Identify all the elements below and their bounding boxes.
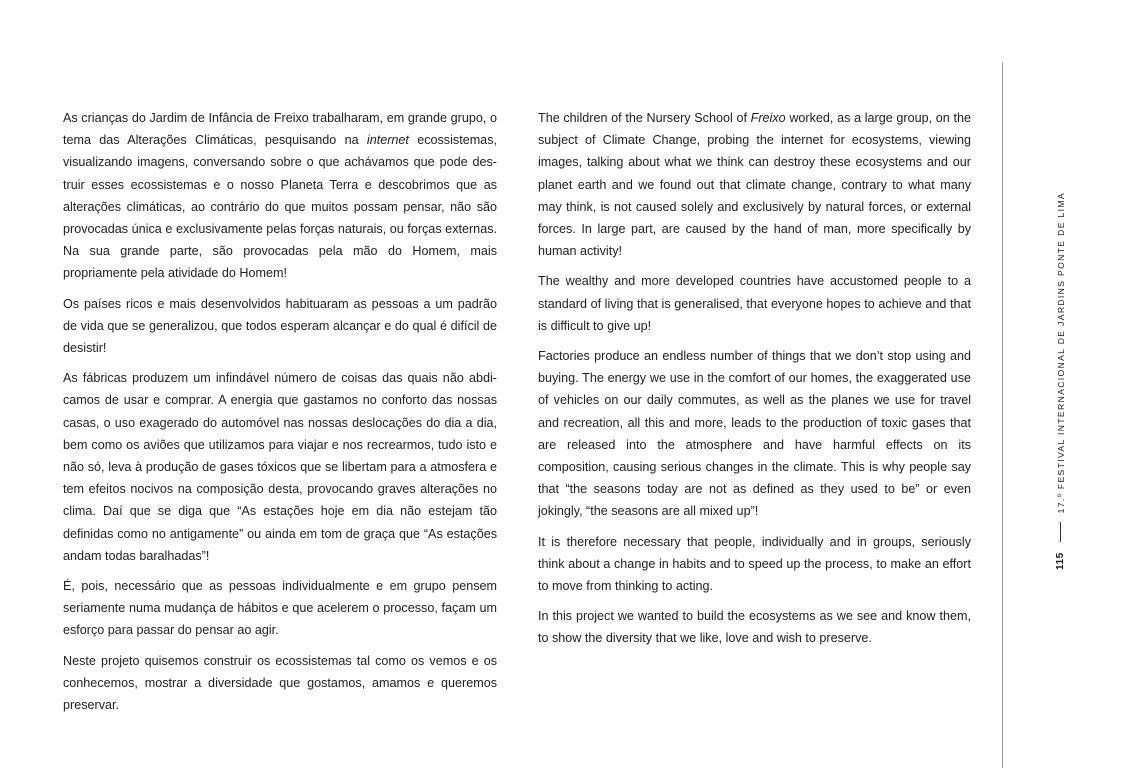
paragraph: In this project we wanted to build the ecosystems as we see and know them, to show the diversity that we like, love and wish to preserve. [538,609,971,646]
vertical-divider [1002,62,1003,768]
paragraph: Factories produce an endless number of things that we don’t stop using and buying. The energy we use in the comfort of our homes, the exaggerated use of vehicles on our daily commutes, as well as the planes we use for travel and recreation, all this and more, leads to the production of toxic gases that are released into the atmosphere and have harmful effects on its composition, causing serious changes in the climate. This is why people say that “the seasons today are not as defined as they used to be” or even jokingly, “the seasons are all mixed up”! [538,349,971,519]
paragraph: É, pois, necessário que as pessoas individualmente e em grupo pensem seriamente numa mudança de hábitos e que acelerem o processo, façam um esforço para passar do pensar ao agir. [63,579,497,638]
paragraph: As crianças do Jardim de Infância de Freixo trabalharam, em grande grupo, o tema das Alterações Climáticas, pesquisando na internet ecossistemas, visualizando imagens, conversando sobre o que achávamos que pode destruir esses ecossistemas e o nosso Planeta Terra e descobrimos que as alterações climáticas, ao contrário do que muitos possam pensar, não são provocadas única e exclusivamente pelas forças naturais, ou forças externas. Na sua grande parte, são provocadas pela mão do Homem, mais propriamente pela atividade do Homem! [63,111,497,281]
italic-term: Freixo [750,111,786,125]
paragraph: The children of the Nursery School of Freixo worked, as a large group, on the subject of Climate Change, probing the internet for ecosystems, viewing images, talking about what we think can destroy these ecosystems and our planet earth and we found out that climate change, contrary to what many may think, is not caused solely and exclusively by natural forces, or external forces. In large part, are caused by the hand of man, more specifically by human activity! [538,111,971,259]
paragraph: It is therefore necessary that people, individually and in groups, seriously think about a change in habits and to speed up the process, to make an effort to move from thinking to acting. [538,534,971,594]
paragraph: Neste projeto quisemos construir os ecossistemas tal como os vemos e os conhecemos, mostrar a diversidade que gostamos, amamos e queremos preservar. [63,653,497,713]
paragraph: As fábricas produzem um infindável número de coisas das quais não abdicamos de usar e comprar. A energia que gastamos no conforto das nossas casas, o uso exagerado do automóvel nas nossas deslocações do dia a dia, bem como os aviões que utilizamos para viajar e nos recrearmos, tudo isto e não só, leva à produção de gases tóxicos que se libertam para a atmosfera e tem efeitos nocivos na composição desta, provocando graves alterações no clima. Daí que se diga que “As estações hoje em dia não estejam tão definidas como no antigamente” ou ainda em tom de graça que “As estações andam todas baralhadas”! [63,371,497,563]
text-column-portuguese [63,107,497,716]
paragraph: Os países ricos e mais desenvolvidos habituaram as pessoas a um padrão de vida que se generalizou, que todos esperam alcançar e do qual é difícil de desistir! [63,296,497,356]
running-footer [1055,192,1066,570]
publication-title: 17.º FESTIVAL INTERNACIONAL DE JARDINS PONTE DE LIMA [1055,192,1066,514]
footer-dash [1060,522,1061,542]
page-number: 115 [1055,552,1066,570]
text-column-english [538,107,971,650]
paragraph: The wealthy and more developed countries have accustomed people to a standard of living that is generalised, that everyone hopes to achieve and that is difficult to give up! [538,274,971,333]
italic-term: internet [366,133,409,148]
